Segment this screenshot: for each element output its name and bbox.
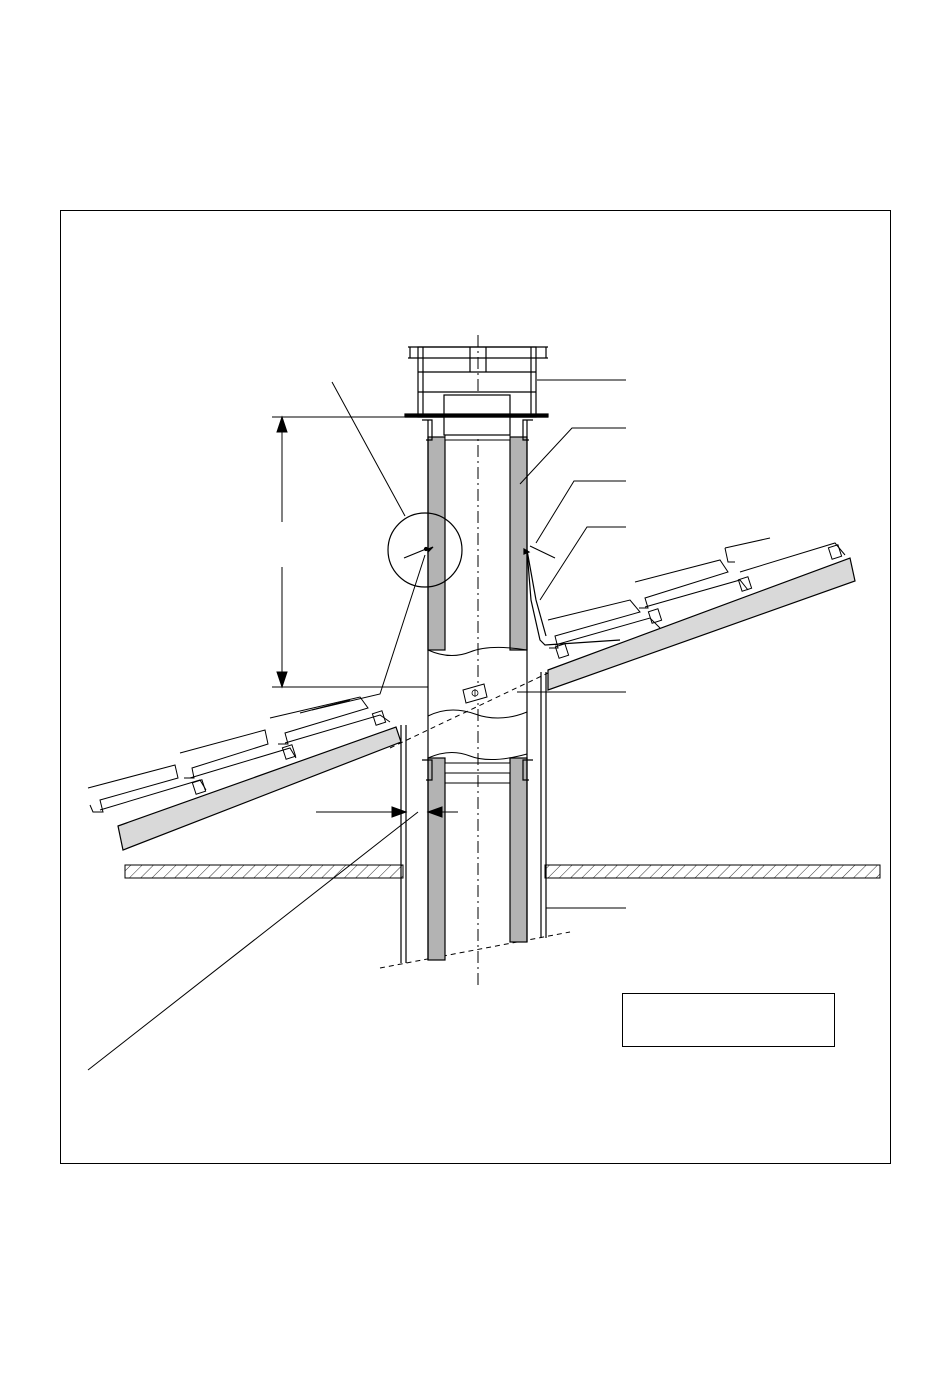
roof-deck-left bbox=[118, 727, 401, 850]
leader-lines bbox=[88, 380, 626, 1070]
shield-fastener bbox=[463, 684, 487, 703]
note-box bbox=[622, 993, 835, 1047]
ceiling-joist-left bbox=[125, 865, 403, 878]
detail-circle bbox=[388, 513, 462, 587]
ceiling-joist-right bbox=[545, 865, 880, 878]
roof-deck-right bbox=[548, 558, 855, 690]
height-dimension bbox=[272, 417, 428, 687]
clearance-dimension bbox=[316, 807, 458, 817]
